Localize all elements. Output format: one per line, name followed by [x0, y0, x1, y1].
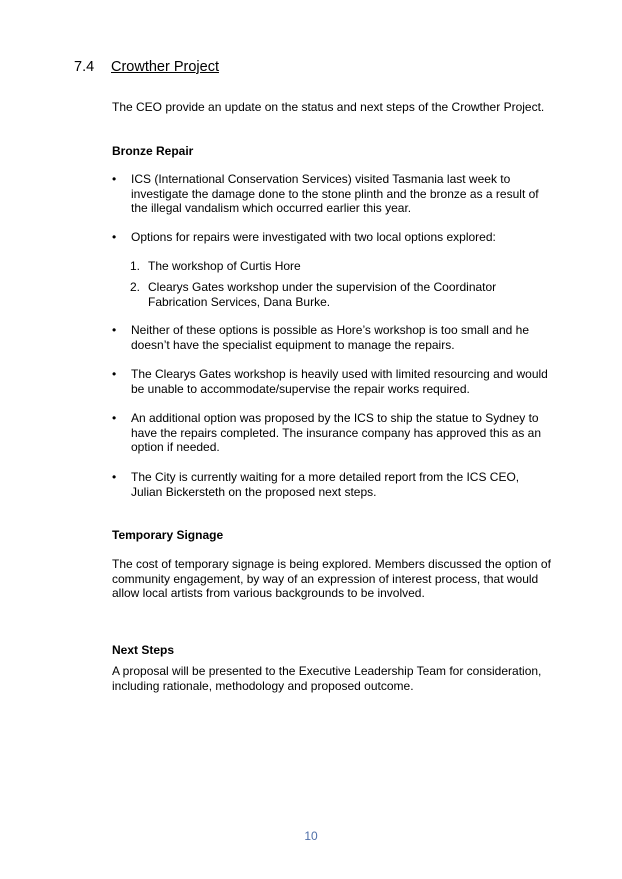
temporary-signage-heading: Temporary Signage — [112, 528, 224, 542]
bullet-text: The City is currently waiting for a more detailed report from the ICS CEO, Julian Bickersteth on the proposed next steps. — [131, 470, 520, 499]
next-steps-heading: Next Steps — [112, 643, 175, 657]
item-text: The workshop of Curtis Hore — [148, 259, 301, 273]
bullet-dot: • — [112, 230, 117, 244]
intro-paragraph: The CEO provide an update on the status and next steps of the Crowther Project. — [112, 100, 545, 114]
bullet-text: An additional option was proposed by the ICS to ship the statue to Sydney to have the repairs completed. The insurance company has approved this as an option if needed. — [131, 411, 542, 454]
bullet-text: ICS (International Conservation Services) visited Tasmania last week to investigate the damage done to the stone plinth and the bronze as a result of the illegal vandalism which occurred earlier this year. — [131, 172, 539, 215]
bullet-dot: • — [112, 411, 117, 425]
section-heading — [74, 58, 219, 76]
section-number: 7.4 — [74, 59, 95, 75]
bullet-text: Options for repairs were investigated with two local options explored: — [131, 230, 496, 244]
bullet-dot: • — [112, 367, 117, 381]
next-steps-paragraph: A proposal will be presented to the Executive Leadership Team for consideration, including rationale, methodology and proposed outcome. — [112, 664, 542, 693]
bullet-dot: • — [112, 470, 117, 484]
bullet-dot: • — [112, 172, 117, 186]
bullet-text: Neither of these options is possible as Hore’s workshop is too small and he doesn’t have the specialist equipment to manage the repairs. — [131, 323, 529, 352]
item-text: Clearys Gates workshop under the supervision of the Coordinator Fabrication Services, Dana Burke. — [148, 280, 497, 309]
section-title: Crowther Project — [111, 59, 219, 75]
bullet-dot: • — [112, 323, 117, 337]
item-number: 1. — [130, 259, 141, 273]
item-number: 2. — [130, 280, 141, 294]
bronze-repair-heading: Bronze Repair — [112, 144, 194, 158]
temporary-signage-paragraph: The cost of temporary signage is being explored. Members discussed the option of community engagement, by way of an expression of interest process, that would allow local artists from various backgrounds to be involved. — [112, 557, 551, 600]
bullet-text: The Clearys Gates workshop is heavily used with limited resourcing and would be unable to accommodate/supervise the repair works required. — [131, 367, 548, 396]
page-number: 10 — [304, 829, 318, 843]
